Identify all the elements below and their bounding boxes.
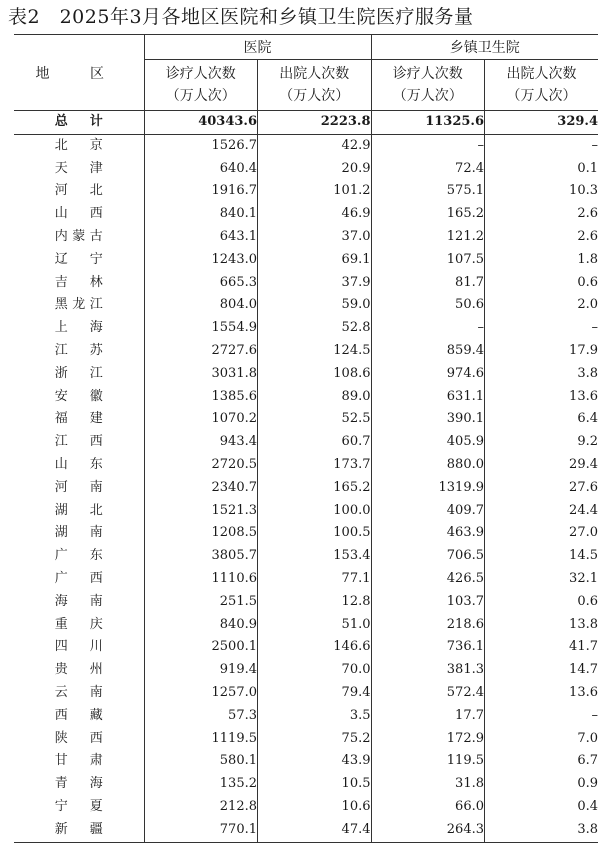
hospital-discharges: 165.2 <box>258 477 372 500</box>
township-visits: 974.6 <box>371 363 485 386</box>
hospital-discharges: 173.7 <box>258 454 372 477</box>
hospital-discharges: 146.6 <box>258 636 372 659</box>
hospital-discharges: 51.0 <box>258 614 372 637</box>
township-visits: – <box>371 317 485 340</box>
township-visits: 859.4 <box>371 340 485 363</box>
township-visits: 381.3 <box>371 659 485 682</box>
table-row <box>14 340 598 363</box>
township-discharges: 10.3 <box>485 180 599 203</box>
table-row <box>14 272 598 295</box>
hospital-discharges: 60.7 <box>258 431 372 454</box>
township-visits: 81.7 <box>371 272 485 295</box>
header-row-groups <box>14 35 598 60</box>
region-name: 湖南 <box>54 525 103 541</box>
table-row <box>14 773 598 796</box>
region-name: 上海 <box>54 320 103 336</box>
township-visits: – <box>371 134 485 157</box>
table-row <box>14 614 598 637</box>
township-discharges: 41.7 <box>485 636 599 659</box>
table-row <box>14 226 598 249</box>
hospital-visits: 919.4 <box>144 659 258 682</box>
total-hospital-discharges: 2223.8 <box>258 111 372 135</box>
region-name: 新疆 <box>54 821 103 837</box>
region-name: 西藏 <box>54 707 103 723</box>
township-discharges: 32.1 <box>485 568 599 591</box>
table-row <box>14 477 598 500</box>
col-header-hospital-discharges: 出院人次数 （万人次） <box>258 60 372 111</box>
township-visits: 736.1 <box>371 636 485 659</box>
region-name: 重庆 <box>54 616 103 632</box>
township-discharges: 0.4 <box>485 796 599 819</box>
hospital-discharges: 10.5 <box>258 773 372 796</box>
region-name: 海南 <box>54 593 103 609</box>
township-discharges: 6.7 <box>485 750 599 773</box>
hospital-visits: 1257.0 <box>144 682 258 705</box>
hospital-visits: 3805.7 <box>144 545 258 568</box>
township-visits: 575.1 <box>371 180 485 203</box>
hospital-discharges: 75.2 <box>258 728 372 751</box>
hospital-visits: 1243.0 <box>144 249 258 272</box>
region-name: 天津 <box>54 160 103 176</box>
hospital-visits: 643.1 <box>144 226 258 249</box>
table-row <box>14 249 598 272</box>
township-discharges: 3.8 <box>485 363 599 386</box>
total-row <box>14 111 598 135</box>
table-row <box>14 386 598 409</box>
hospital-discharges: 124.5 <box>258 340 372 363</box>
table-row <box>14 203 598 226</box>
col-header-township-visits: 诊疗人次数 （万人次） <box>371 60 485 111</box>
hospital-visits: 770.1 <box>144 819 258 842</box>
hospital-discharges: 46.9 <box>258 203 372 226</box>
hospital-visits: 640.4 <box>144 158 258 181</box>
hospital-visits: 1119.5 <box>144 728 258 751</box>
township-visits: 103.7 <box>371 591 485 614</box>
region-name: 河北 <box>54 183 103 199</box>
hospital-visits: 580.1 <box>144 750 258 773</box>
township-discharges: 14.5 <box>485 545 599 568</box>
region-name: 青海 <box>54 776 103 792</box>
hospital-discharges: 43.9 <box>258 750 372 773</box>
hospital-visits: 2340.7 <box>144 477 258 500</box>
table-row <box>14 750 598 773</box>
hospital-visits: 804.0 <box>144 294 258 317</box>
township-visits: 72.4 <box>371 158 485 181</box>
township-discharges: – <box>485 134 599 157</box>
hospital-discharges: 101.2 <box>258 180 372 203</box>
region-name: 贵州 <box>54 662 103 678</box>
township-discharges: 13.8 <box>485 614 599 637</box>
region-name: 宁夏 <box>54 798 103 814</box>
township-visits: 1319.9 <box>371 477 485 500</box>
township-discharges: 2.6 <box>485 203 599 226</box>
region-name: 陕西 <box>54 730 103 746</box>
hospital-discharges: 12.8 <box>258 591 372 614</box>
township-discharges: 6.4 <box>485 408 599 431</box>
hospital-visits: 1554.9 <box>144 317 258 340</box>
township-visits: 880.0 <box>371 454 485 477</box>
region-name: 山东 <box>54 456 103 472</box>
township-visits: 218.6 <box>371 614 485 637</box>
region-name: 吉林 <box>54 274 103 290</box>
township-visits: 463.9 <box>371 522 485 545</box>
township-discharges: 29.4 <box>485 454 599 477</box>
township-visits: 121.2 <box>371 226 485 249</box>
township-discharges: – <box>485 705 599 728</box>
hospital-visits: 135.2 <box>144 773 258 796</box>
hospital-discharges: 100.5 <box>258 522 372 545</box>
table-row <box>14 180 598 203</box>
township-discharges: 0.9 <box>485 773 599 796</box>
hospital-discharges: 59.0 <box>258 294 372 317</box>
table-row <box>14 134 598 157</box>
hospital-visits: 1521.3 <box>144 500 258 523</box>
table-row <box>14 819 598 842</box>
township-visits: 165.2 <box>371 203 485 226</box>
township-discharges: – <box>485 317 599 340</box>
township-visits: 31.8 <box>371 773 485 796</box>
table-row <box>14 659 598 682</box>
table-row <box>14 158 598 181</box>
township-discharges: 0.6 <box>485 272 599 295</box>
table-row <box>14 796 598 819</box>
region-name: 内蒙古 <box>54 228 103 244</box>
hospital-discharges: 69.1 <box>258 249 372 272</box>
hospital-discharges: 108.6 <box>258 363 372 386</box>
hospital-discharges: 10.6 <box>258 796 372 819</box>
total-label: 总 计 <box>14 111 144 135</box>
region-name: 河南 <box>54 479 103 495</box>
table-row <box>14 431 598 454</box>
region-name: 安徽 <box>54 388 103 404</box>
township-visits: 50.6 <box>371 294 485 317</box>
hospital-discharges: 20.9 <box>258 158 372 181</box>
region-name: 山西 <box>54 206 103 222</box>
hospital-discharges: 52.8 <box>258 317 372 340</box>
township-visits: 17.7 <box>371 705 485 728</box>
hospital-visits: 665.3 <box>144 272 258 295</box>
region-name: 浙江 <box>54 365 103 381</box>
region-name: 广西 <box>54 570 103 586</box>
township-discharges: 1.8 <box>485 249 599 272</box>
hospital-discharges: 52.5 <box>258 408 372 431</box>
table-row <box>14 728 598 751</box>
group-header-hospital: 医院 <box>144 35 371 60</box>
table-row <box>14 294 598 317</box>
col-header-township-discharges: 出院人次数 （万人次） <box>485 60 599 111</box>
hospital-visits: 943.4 <box>144 431 258 454</box>
township-visits: 66.0 <box>371 796 485 819</box>
hospital-visits: 1385.6 <box>144 386 258 409</box>
township-discharges: 27.6 <box>485 477 599 500</box>
table-row <box>14 636 598 659</box>
table-title: 表2 2025年3月各地区医院和乡镇卫生院医疗服务量 <box>8 6 474 28</box>
township-visits: 119.5 <box>371 750 485 773</box>
region-name: 广东 <box>54 548 103 564</box>
region-name: 湖北 <box>54 502 103 518</box>
total-township-visits: 11325.6 <box>371 111 485 135</box>
hospital-discharges: 42.9 <box>258 134 372 157</box>
township-visits: 426.5 <box>371 568 485 591</box>
region-name: 北京 <box>54 137 103 153</box>
hospital-visits: 2727.6 <box>144 340 258 363</box>
hospital-visits: 1916.7 <box>144 180 258 203</box>
table-row <box>14 500 598 523</box>
township-visits: 264.3 <box>371 819 485 842</box>
hospital-discharges: 70.0 <box>258 659 372 682</box>
total-hospital-visits: 40343.6 <box>144 111 258 135</box>
col-header-hospital-visits: 诊疗人次数 （万人次） <box>144 60 258 111</box>
region-name: 四川 <box>54 639 103 655</box>
table-row <box>14 317 598 340</box>
table-row <box>14 545 598 568</box>
township-discharges: 9.2 <box>485 431 599 454</box>
region-name: 福建 <box>54 411 103 427</box>
hospital-discharges: 37.9 <box>258 272 372 295</box>
region-name: 江西 <box>54 434 103 450</box>
group-header-township: 乡镇卫生院 <box>371 35 598 60</box>
township-visits: 107.5 <box>371 249 485 272</box>
township-discharges: 24.4 <box>485 500 599 523</box>
hospital-discharges: 47.4 <box>258 819 372 842</box>
township-discharges: 27.0 <box>485 522 599 545</box>
hospital-visits: 212.8 <box>144 796 258 819</box>
table-row <box>14 454 598 477</box>
region-name: 云南 <box>54 684 103 700</box>
township-discharges: 0.1 <box>485 158 599 181</box>
hospital-visits: 1526.7 <box>144 134 258 157</box>
table-row <box>14 408 598 431</box>
township-visits: 409.7 <box>371 500 485 523</box>
hospital-visits: 1070.2 <box>144 408 258 431</box>
hospital-visits: 1110.6 <box>144 568 258 591</box>
township-discharges: 0.6 <box>485 591 599 614</box>
region-name: 辽宁 <box>54 251 103 267</box>
township-discharges: 3.8 <box>485 819 599 842</box>
hospital-discharges: 3.5 <box>258 705 372 728</box>
table-row <box>14 568 598 591</box>
township-visits: 172.9 <box>371 728 485 751</box>
hospital-visits: 3031.8 <box>144 363 258 386</box>
table-row <box>14 591 598 614</box>
hospital-visits: 251.5 <box>144 591 258 614</box>
region-column-header: 地 区 <box>14 35 144 111</box>
medical-service-table <box>14 34 598 843</box>
hospital-visits: 1208.5 <box>144 522 258 545</box>
hospital-discharges: 100.0 <box>258 500 372 523</box>
township-discharges: 17.9 <box>485 340 599 363</box>
table-row <box>14 705 598 728</box>
township-visits: 706.5 <box>371 545 485 568</box>
hospital-discharges: 79.4 <box>258 682 372 705</box>
region-name: 甘肃 <box>54 753 103 769</box>
township-visits: 405.9 <box>371 431 485 454</box>
hospital-visits: 2720.5 <box>144 454 258 477</box>
township-discharges: 2.6 <box>485 226 599 249</box>
township-visits: 390.1 <box>371 408 485 431</box>
township-discharges: 14.7 <box>485 659 599 682</box>
hospital-visits: 57.3 <box>144 705 258 728</box>
hospital-visits: 840.9 <box>144 614 258 637</box>
hospital-visits: 2500.1 <box>144 636 258 659</box>
region-name: 江苏 <box>54 342 103 358</box>
hospital-discharges: 37.0 <box>258 226 372 249</box>
township-visits: 572.4 <box>371 682 485 705</box>
table-row <box>14 363 598 386</box>
total-township-discharges: 329.4 <box>485 111 599 135</box>
township-discharges: 13.6 <box>485 682 599 705</box>
hospital-discharges: 89.0 <box>258 386 372 409</box>
hospital-discharges: 77.1 <box>258 568 372 591</box>
township-visits: 631.1 <box>371 386 485 409</box>
hospital-visits: 840.1 <box>144 203 258 226</box>
region-name: 黑龙江 <box>54 297 103 313</box>
table-row <box>14 522 598 545</box>
township-discharges: 2.0 <box>485 294 599 317</box>
hospital-discharges: 153.4 <box>258 545 372 568</box>
township-discharges: 7.0 <box>485 728 599 751</box>
table-row <box>14 682 598 705</box>
township-discharges: 13.6 <box>485 386 599 409</box>
